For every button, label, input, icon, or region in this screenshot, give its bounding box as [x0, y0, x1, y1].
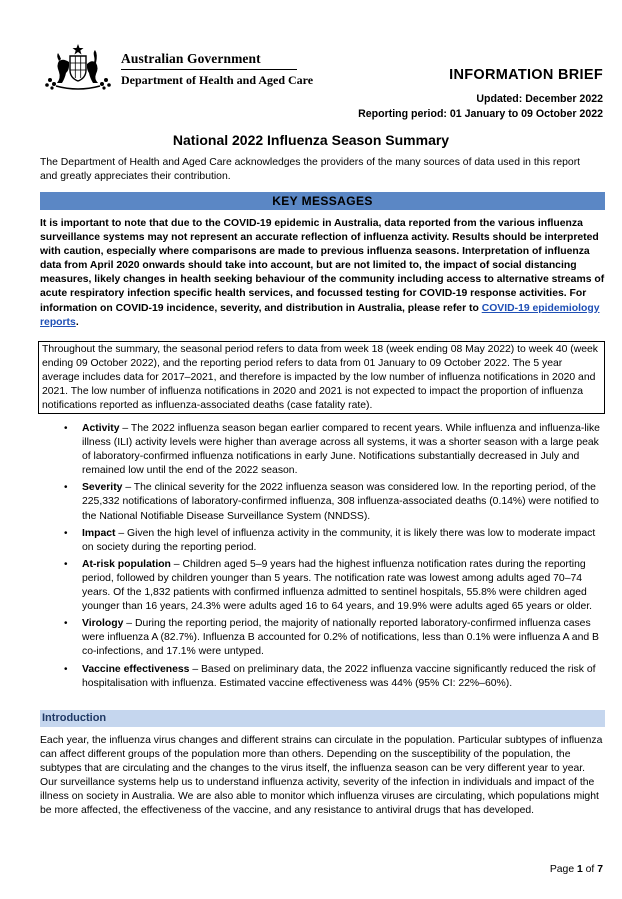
page-number — [550, 864, 603, 875]
bullet-text: – The 2022 influenza season began earlier compared to recent years. While influenza and influenza-like illness (ILI) activity levels were higher than average across all systems, it was a shorter season with a large peak of laboratory-confirmed influenza notifications in early June. Notifications substantially decreased in July and remained low until the end of the 2022 season. — [82, 423, 600, 477]
list-item-impact — [64, 527, 604, 555]
department-name: Department of Health and Aged Care — [121, 73, 314, 87]
bullet-label: Vaccine effectiveness — [82, 663, 190, 675]
page-total: 7 — [597, 864, 603, 875]
key-messages-heading-bar — [40, 192, 605, 210]
government-name: Australian Government — [121, 51, 261, 66]
page-prefix: Page — [549, 864, 577, 875]
reporting-period: Reporting period: 01 January to 09 October 2022 — [358, 108, 603, 120]
covid-19-epidemiology-reports-link[interactable]: COVID-19 epidemiology reports — [40, 302, 600, 328]
bullet-text: – The clinical severity for the 2022 influenza season was considered low. In the reporting period, of the 225,332 notifications of laboratory-confirmed influenza, 308 influenza-associated deaths (0.14%) were notified to the National Notifiable Disease Surveillance System (NNDSS). — [82, 482, 599, 522]
page-current: 1 — [576, 864, 583, 875]
bullet-label: Activity — [82, 423, 120, 434]
bullet-icon: • — [64, 618, 68, 630]
bullet-text: – Given the high level of influenza activity in the community, it is likely there was low to moderate impact on society during the reporting period. — [82, 527, 596, 553]
key-messages-intro-end: . — [75, 316, 79, 328]
introduction-text: Each year, the influenza virus changes and different strains can circulate in the population. Particular subtypes of influenza can affect different groups of the population more than others. Depending on the susceptibility of the population, the subtypes that are circulating and the changes to the virus itself, the influenza season can be very different year to year. Our surveillance systems help us to understand influenza activity, severity of the infection in individuals and impact of the illness on society in Australia. We are also able to monitor which influenza viruses are circulating, which populations might be more affected, the effectiveness of the vaccine, and any resistance to antiviral drugs that has developed. — [40, 735, 603, 817]
updated-date: Updated: December 2022 — [476, 93, 603, 105]
bullet-text: – Based on preliminary data, the 2022 influenza vaccine significantly reduced the risk of hospitalisation with influenza. Estimated vaccine effectiveness was 44% (95% CI: 22%–60%). — [82, 663, 596, 689]
bullet-text: – Children aged 5–9 years had the highest influenza notification rates during the reporting period, followed by children younger than 5 years. The notification rate was lowest among adults aged 70–74 years. Of the 1,832 patients with confirmed influenza admitted to sentinel hospitals, 55.8% were children aged younger than 16 years, 24.3% were adults aged 16 to 64 years, and 19.9% were adults aged 65 years or older. — [82, 558, 593, 613]
page-title: National 2022 Influenza Season Summary — [172, 132, 450, 148]
bullet-label: Virology — [82, 618, 124, 630]
bullet-text: – During the reporting period, the majority of nationally reported laboratory-confirmed influenza cases were influenza A (82.7%). Influenza B accounted for 0.2% of notifications, less than 0.1% were influenza A and B co-infections, and 17.1% were untyped. — [82, 618, 599, 658]
bullet-icon: • — [64, 527, 68, 539]
introduction-heading: Introduction — [42, 712, 107, 724]
key-messages-text — [40, 217, 605, 330]
list-item-virology — [64, 617, 604, 659]
bullet-label: Impact — [82, 527, 116, 539]
bullet-icon: • — [64, 663, 68, 675]
bullet-label: At-risk population — [82, 558, 171, 570]
bullet-icon: • — [64, 423, 68, 434]
bullet-icon: • — [64, 482, 68, 494]
list-item-activity — [64, 422, 604, 478]
key-messages-heading: KEY MESSAGES — [272, 194, 373, 208]
bullet-icon: • — [64, 558, 68, 570]
introduction-heading-bar — [40, 710, 605, 727]
commonwealth-coat-of-arms-icon — [42, 42, 114, 90]
acknowledgement-text: The Department of Health and Aged Care acknowledges the providers of the many sources of data used in this report and greatly appreciates their contribution. — [40, 157, 581, 182]
key-points-list — [64, 422, 604, 694]
list-item-severity — [64, 481, 604, 523]
key-messages-intro: It is important to note that due to the COVID-19 epidemic in Australia, data reported from the various influenza surveillance systems may not represent an accurate reflection of influenza activity. Results should be interpreted with caution, especially where comparisons are made to previous influenza seasons. Interpretation of influenza data from April 2020 onwards should take into account, but are not limited to, the impact of social distancing measures, likely changes in health seeking behaviour of the community including access to alternative streams of acute respiratory infection specific health services, and focussed testing for COVID-19 response activities. For information on COVID-19 incidence, severity, and distribution in Australia, please refer to — [40, 218, 605, 314]
list-item-at-risk-population — [64, 558, 604, 614]
seasonal-period-note-box: Throughout the summary, the seasonal period refers to data from week 18 (week ending 08 May 2022) to week 40 (week ending 09 October 2022), and the reporting period refers to data from 01 January to 09 October 2022. The 5 year average includes data for 2017–2021, and therefore is impacted by the low number of influenza notifications in 2020 and 2021. The low number of influenza notifications in 2020 and 2021 is not expected to impact the proportion of influenza notifications reported as influenza-associated deaths (case fatality rate). — [38, 341, 605, 414]
list-item-vaccine-effectiveness — [64, 663, 604, 691]
page-of: of — [582, 864, 598, 875]
header-divider — [121, 69, 297, 70]
brief-type-title: INFORMATION BRIEF — [449, 67, 603, 83]
bullet-label: Severity — [82, 482, 123, 494]
